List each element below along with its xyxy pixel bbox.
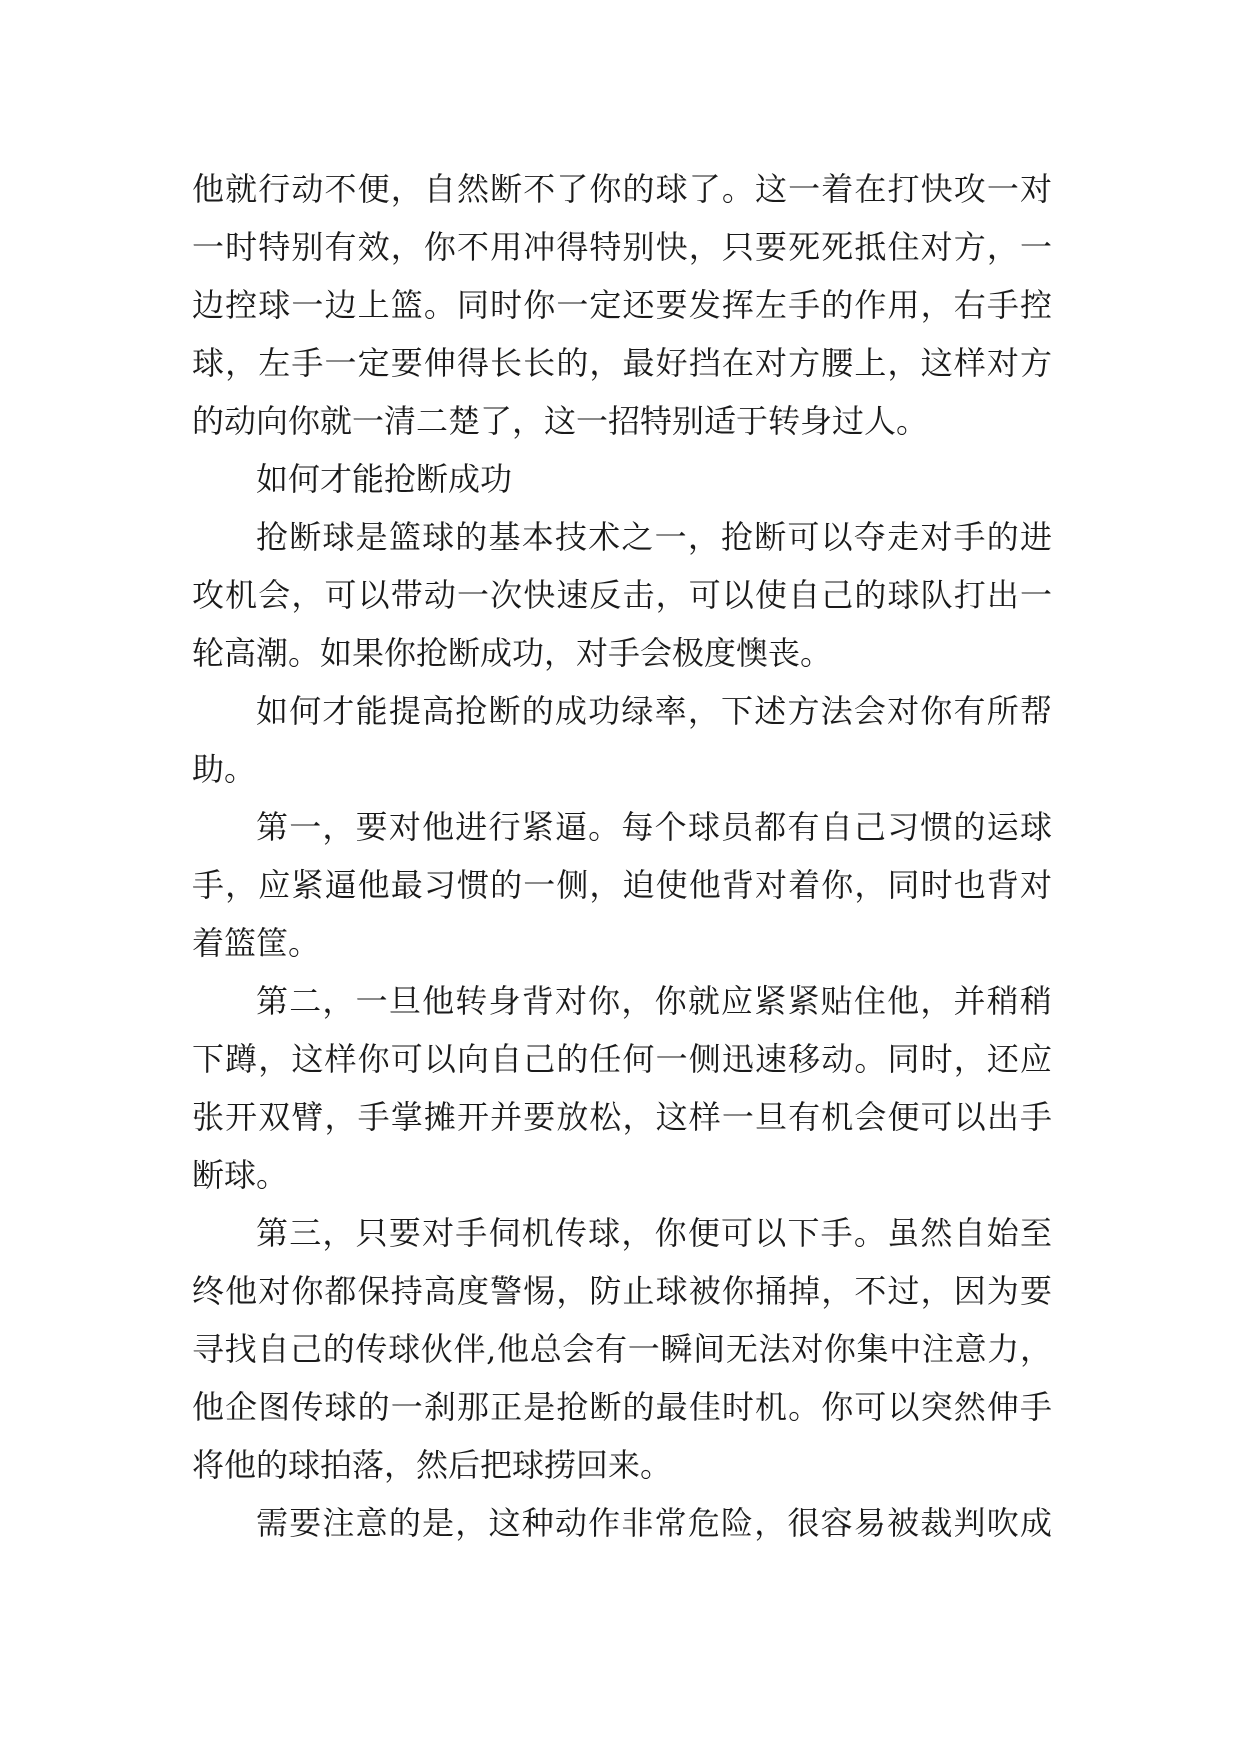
text-line: 张开双臂，手掌摊开并要放松，这样一旦有机会便可以出手 — [192, 1098, 1052, 1136]
text-line: 手，应紧逼他最习惯的一侧，迫使他背对着你，同时也背对 — [192, 866, 1052, 904]
text-line: 第三，只要对手伺机传球，你便可以下手。虽然自始至 — [256, 1214, 1052, 1252]
text-line: 他企图传球的一刹那正是抢断的最佳时机。你可以突然伸手 — [192, 1388, 1052, 1426]
text-line: 轮高潮。如果你抢断成功，对手会极度懊丧。 — [192, 634, 833, 672]
document-body — [192, 160, 1052, 1552]
text-line: 如何才能抢断成功 — [256, 460, 513, 498]
text-line: 第一，要对他进行紧逼。每个球员都有自己习惯的运球 — [256, 808, 1052, 846]
text-line: 如何才能提高抢断的成功绿率，下述方法会对你有所帮 — [256, 692, 1052, 730]
text-line: 寻找自己的传球伙伴,他总会有一瞬间无法对你集中注意力， — [192, 1330, 1052, 1368]
text-line: 第二，一旦他转身背对你，你就应紧紧贴住他，并稍稍 — [256, 982, 1052, 1020]
text-line: 一时特别有效，你不用冲得特别快，只要死死抵住对方，一 — [192, 228, 1052, 266]
text-line: 终他对你都保持高度警惕，防止球被你捅掉，不过，因为要 — [192, 1272, 1052, 1310]
text-line: 需要注意的是，这种动作非常危险，很容易被裁判吹成 — [256, 1504, 1052, 1542]
text-line: 的动向你就一清二楚了，这一招特别适于转身过人。 — [192, 402, 929, 440]
text-line: 球，左手一定要伸得长长的，最好挡在对方腰上，这样对方 — [192, 344, 1052, 382]
text-line: 攻机会，可以带动一次快速反击，可以使自己的球队打出一 — [192, 576, 1052, 614]
text-line: 抢断球是篮球的基本技术之一，抢断可以夺走对手的进 — [256, 518, 1052, 556]
text-line: 边控球一边上篮。同时你一定还要发挥左手的作用，右手控 — [192, 286, 1052, 324]
text-line: 断球。 — [192, 1156, 289, 1194]
text-line: 着篮筐。 — [192, 924, 321, 962]
text-line: 助。 — [192, 750, 257, 788]
text-line: 将他的球拍落，然后把球捞回来。 — [192, 1446, 673, 1484]
text-line: 下蹲，这样你可以向自己的任何一侧迅速移动。同时，还应 — [192, 1040, 1052, 1078]
text-line: 他就行动不便，自然断不了你的球了。这一着在打快攻一对 — [192, 170, 1052, 208]
